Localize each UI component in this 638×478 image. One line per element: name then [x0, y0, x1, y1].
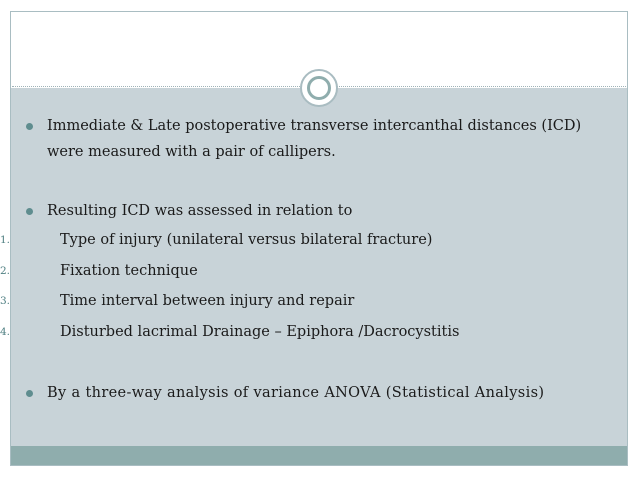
footer-band [11, 446, 627, 465]
bullet-item-anova [26, 380, 544, 406]
bullet-dot-icon [26, 208, 33, 215]
bullet-item-resulting [26, 198, 352, 224]
item-number: 3. [0, 295, 11, 307]
bullet-dot-icon [26, 123, 33, 130]
numbered-item-3 [0, 288, 354, 314]
item-number: 4. [0, 326, 11, 338]
bullet-text-line1: By a three-way analysis of variance ANOVA (Statistical Analysis) [47, 385, 545, 401]
bullet-dot-icon [26, 390, 33, 397]
numbered-item-4 [0, 319, 459, 345]
bullet-text-line1: Immediate & Late postoperative transverse intercanthal distances (ICD) [47, 118, 582, 134]
numbered-item-2 [0, 258, 198, 284]
bullet-text-line1: Resulting ICD was assessed in relation to [47, 203, 353, 219]
item-text: Fixation technique [60, 263, 198, 279]
item-number: 1. [0, 234, 11, 246]
item-text: Time interval between injury and repair [60, 293, 355, 309]
item-number: 2. [0, 265, 11, 277]
item-text: Type of injury (unilateral versus bilateral fracture) [60, 232, 433, 248]
item-text: Disturbed lacrimal Drainage – Epiphora /Dacrocystitis [60, 324, 460, 340]
bullet-item-icd [26, 113, 581, 165]
numbered-item-1 [0, 227, 432, 253]
circle-ornament-icon [300, 69, 338, 107]
bullet-text-line2: were measured with a pair of callipers. [47, 144, 336, 160]
